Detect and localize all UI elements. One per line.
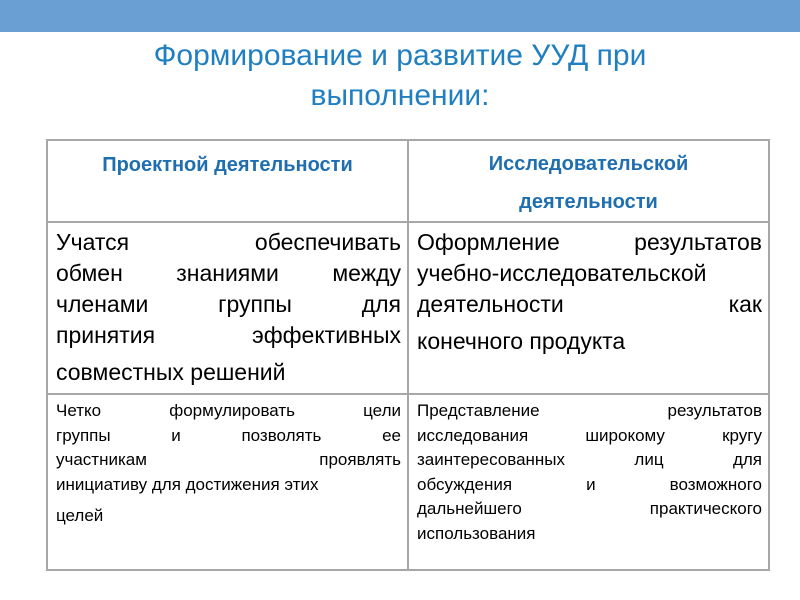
- cell-text-line: целей: [56, 506, 104, 525]
- cell-text-line: участникам проявлять: [56, 450, 401, 469]
- cell-text-line: совместных решений: [56, 359, 286, 385]
- cell-text-line: Представление результатов: [417, 401, 762, 420]
- cell-text-line: обмен знаниями между: [56, 260, 401, 286]
- cell-row2-project: [47, 394, 408, 570]
- top-accent-bar: [0, 0, 800, 32]
- comparison-table: [46, 139, 770, 571]
- cell-text-line: принятия эффективных: [56, 322, 401, 348]
- cell-text-line: Учатся обеспечивать: [56, 229, 401, 255]
- cell-text-line: деятельности как: [417, 291, 762, 317]
- slide-title-line-1: Формирование и развитие УУД при: [153, 39, 647, 72]
- cell-text-line: группы и позволять ее: [56, 425, 401, 445]
- slide-title-line-2: выполнении:: [310, 79, 490, 112]
- table-row: [47, 222, 769, 394]
- table-header-row: [47, 140, 769, 222]
- cell-text-line: исследования широкому кругу: [417, 425, 762, 445]
- cell-row1-project: [47, 222, 408, 394]
- header-project-activity-label: Проектной деятельности: [102, 154, 353, 176]
- cell-text-line: учебно-исследовательской: [417, 260, 707, 286]
- cell-row2-research: [408, 394, 769, 570]
- cell-text-line: инициативу для достижения этих: [56, 474, 319, 494]
- header-research-activity: [408, 140, 769, 222]
- cell-text-line: конечного продукта: [417, 328, 626, 354]
- header-research-activity-line-2: деятельности: [519, 191, 658, 213]
- cell-text-line: обсуждения и возможного: [417, 474, 762, 494]
- cell-row1-research: [408, 222, 769, 394]
- cell-text-line: дальнейшего практического: [417, 499, 762, 518]
- cell-text-line: членами группы для: [56, 291, 401, 317]
- header-research-activity-line-1: Исследовательской: [488, 153, 689, 175]
- cell-text-line: Четко формулировать цели: [56, 401, 401, 420]
- cell-text-line: заинтересованных лиц для: [417, 450, 762, 469]
- header-project-activity: [47, 140, 408, 222]
- table-row: [47, 394, 769, 570]
- cell-text-line: использования: [417, 523, 536, 543]
- cell-text-line: Оформление результатов: [417, 229, 762, 255]
- slide-title: [40, 36, 760, 116]
